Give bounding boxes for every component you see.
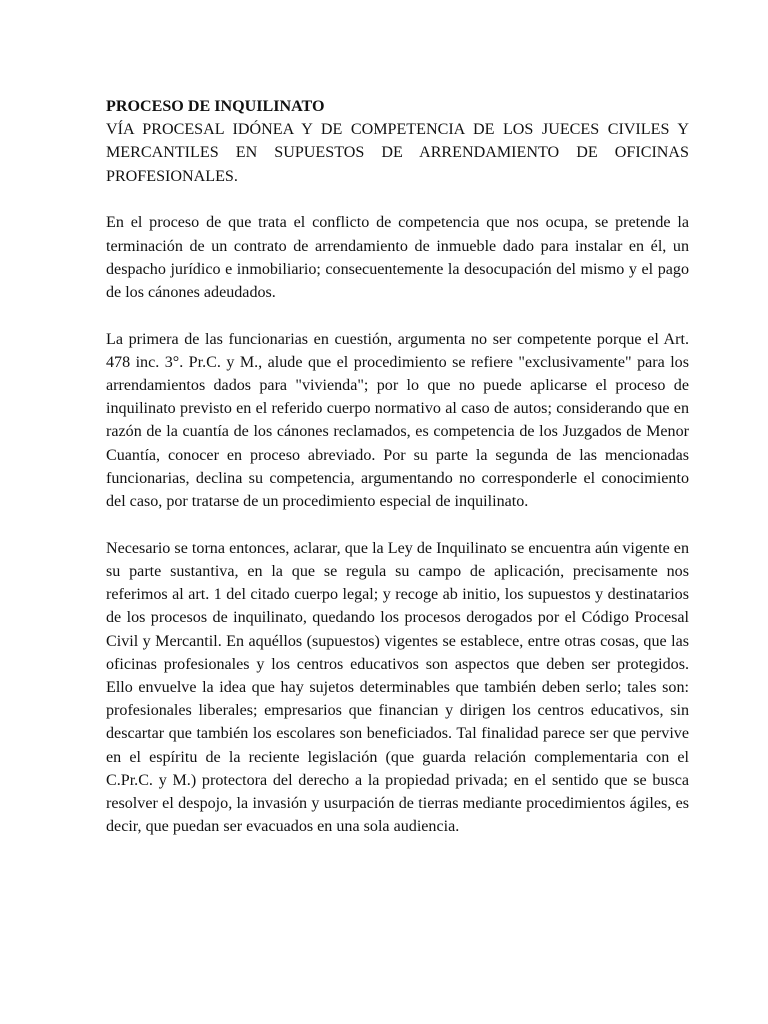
paragraph-gap (106, 304, 689, 328)
paragraph-gap (106, 513, 689, 537)
document-page (106, 95, 689, 838)
document-title: PROCESO DE INQUILINATO (106, 98, 325, 115)
document-subtitle: VÍA PROCESAL IDÓNEA Y DE COMPETENCIA DE LOS JUECES CIVILES Y MERCANTILES EN SUPUESTOS DE ARRENDAMIENTO DE OFICINAS PROFESIONALES. (106, 121, 689, 185)
paragraph-3: Necesario se torna entonces, aclarar, que la Ley de Inquilinato se encuentra aún vigente en su parte sustantiva, en la que se regula su campo de aplicación, precisamente nos referimos al art. 1 del citado cuerpo legal; y recoge ab initio, los supuestos y destinatarios de los procesos de inquilinato, quedando los procesos derogados por el Código Procesal Civil y Mercantil. En aquéllos (supuestos) vigentes se establece, entre otras cosas, que las oficinas profesionales y los centros educativos son aspectos que deben ser protegidos. Ello envuelve la idea que hay sujetos determinables que también deben serlo; tales son: profesionales liberales; empresarios que financian y dirigen los centros educativos, sin descartar que también los escolares son beneficiados. Tal finalidad parece ser que pervive en el espíritu de la reciente legislación (que guarda relación complementaria con el C.Pr.C. y M.) protectora del derecho a la propiedad privada; en el sentido que se busca resolver el despojo, la invasión y usurpación de tierras mediante procedimientos ágiles, es decir, que puedan ser evacuados en una sola audiencia. (106, 539, 689, 836)
paragraph-gap (106, 188, 689, 212)
paragraph-2: La primera de las funcionarias en cuestión, argumenta no ser competente porque el Art. 478 inc. 3°. Pr.C. y M., alude que el procedimiento se refiere "exclusivamente" para los arrendamientos dados para "vivienda"; por lo que no puede aplicarse el proceso de inquilinato previsto en el referido cuerpo normativo al caso de autos; considerando que en razón de la cuantía de los cánones reclamados, es competencia de los Juzgados de Menor Cuantía, conocer en proceso abreviado. Por su parte la segunda de las mencionadas funcionarias, declina su competencia, argumentando no corresponderle el conocimiento del caso, por tratarse de un procedimiento especial de inquilinato. (106, 330, 689, 511)
paragraph-1: En el proceso de que trata el conflicto de competencia que nos ocupa, se pretende la terminación de un contrato de arrendamiento de inmueble dado para instalar en él, un despacho jurídico e inmobiliario; consecuentemente la desocupación del mismo y el pago de los cánones adeudados. (106, 214, 689, 301)
